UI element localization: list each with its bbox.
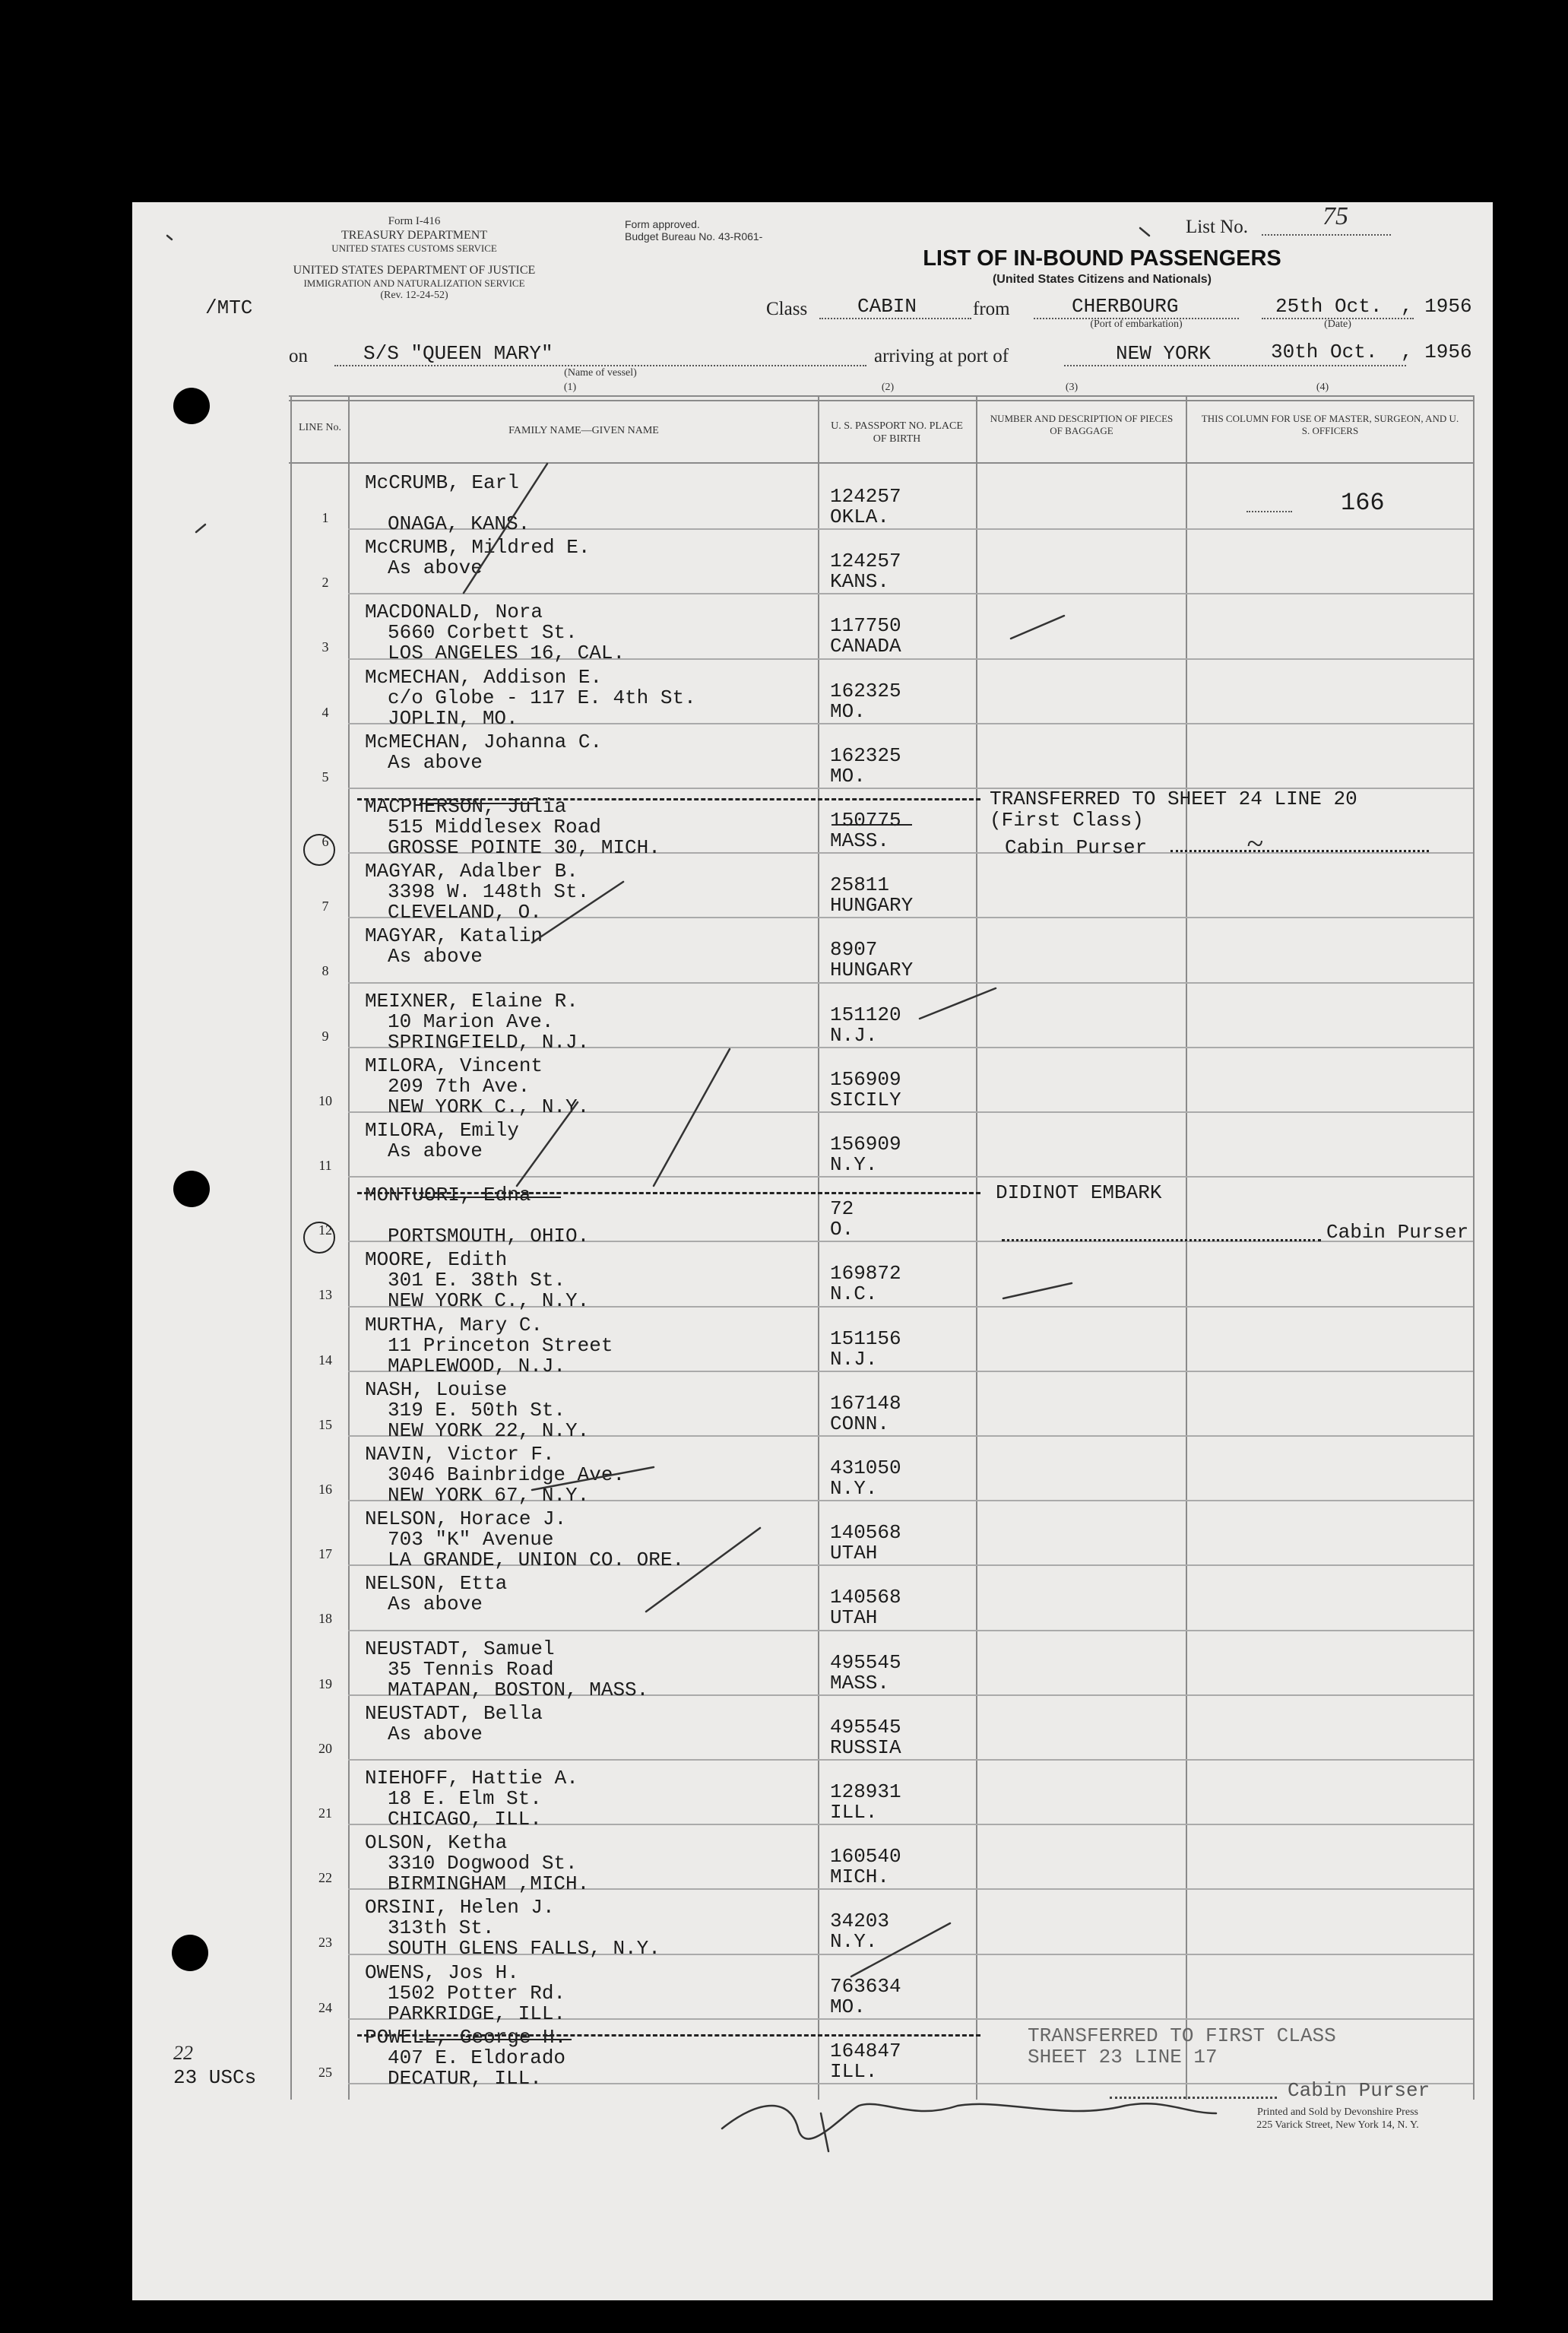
passenger-address: 515 Middlesex Road [388,816,601,838]
place-of-birth: CONN. [830,1412,890,1435]
place-of-birth: N.Y. [830,1153,878,1176]
header-baggage: NUMBER AND DESCRIPTION OF PIECES OF BAGGAGE [990,413,1174,436]
class-value: CABIN [857,295,917,318]
passport-number: 162325 [830,679,901,702]
passport-number: 495545 [830,1650,901,1674]
passenger-name: McMECHAN, Addison E. [365,665,603,689]
passport-number: 151156 [830,1327,901,1350]
passenger-name: MACPHERSON, Julia [365,795,567,818]
form-number: Form I-416 [388,215,441,227]
passport-number: 8907 [830,938,878,962]
vessel-caption: (Name of vessel) [564,367,637,379]
passenger-city: JOPLIN, MO. [388,706,518,730]
passenger-name: POWELL, George H. [365,2025,567,2049]
check-mark [532,1467,654,1490]
margin-code: /MTC [205,296,253,319]
passenger-address: 5660 Corbett St. [388,621,578,645]
header-passport: U. S. PASSPORT NO. PLACE OF BIRTH [831,420,963,445]
list-number: 75 [1323,202,1348,230]
row-12-note: Cabin Purser [1326,1221,1469,1244]
passport-number: 164847 [830,2039,901,2062]
embarkation-year: , 1956 [1401,295,1472,318]
from-label: from [973,299,1010,319]
row-line-number: 22 [318,1870,332,1886]
passenger-city: DECATUR, ILL. [388,2066,542,2090]
check-mark [1003,1283,1072,1298]
row-line-number: 10 [318,1092,332,1108]
passenger-address: As above [388,945,483,968]
margin-note: 23 USCs [173,2066,257,2089]
place-of-birth: CANADA [830,635,901,658]
check-mark [464,464,547,593]
passenger-city: LA GRANDE, UNION CO. ORE. [388,1548,685,1572]
row-line-number: 17 [318,1546,332,1562]
passport-number: 25811 [830,873,890,897]
passenger-city: ONAGA, KANS. [388,512,531,535]
passenger-address: 407 E. Eldorado [388,2046,566,2069]
row-line-number: 8 [322,963,329,979]
row-line-number: 9 [322,1028,329,1044]
passenger-name: NELSON, Etta [365,1572,508,1596]
list-number-label: List No. [1186,217,1248,237]
embarkation-date: 25th Oct. [1275,295,1383,318]
passenger-name: MAGYAR, Katalin [365,924,543,948]
officer-signature [821,2113,828,2151]
passenger-address: 301 E. 38th St. [388,1269,566,1292]
check-mark [532,882,623,943]
row-line-number: 23 [318,1935,332,1951]
place-of-birth: UTAH [830,1606,878,1630]
passenger-name: NAVIN, Victor F. [365,1443,555,1466]
passport-number: 124257 [830,485,901,508]
passenger-address: 11 Princeton Street [388,1333,613,1357]
row-line-number: 25 [318,2064,332,2080]
passport-number: 72 [830,1197,854,1221]
passport-number: 431050 [830,1457,901,1479]
column-2-number: (2) [881,382,895,393]
row-line-number: 13 [318,1287,332,1303]
passenger-address: 313th St. [388,1916,495,1940]
passenger-city: PARKRIDGE, ILL. [388,2002,566,2025]
passport-number: 169872 [830,1262,901,1285]
row-line-number: 14 [318,1352,332,1368]
row-line-number: 20 [318,1740,332,1756]
passport-number: 128931 [830,1780,901,1803]
passport-number: 117750 [830,614,901,638]
passenger-address: 3310 Dogwood St. [388,1852,578,1875]
place-of-birth: N.C. [830,1282,878,1306]
row-12-circle [304,1222,334,1253]
margin-note: 22 [173,2042,193,2064]
revision-date: (Rev. 12-24-52) [380,290,448,301]
place-of-birth: ILL. [830,1801,878,1824]
passenger-city: MATAPAN, BOSTON, MASS. [388,1678,649,1701]
passenger-name: MEIXNER, Elaine R. [365,989,578,1013]
passenger-address: As above [388,1722,483,1745]
passenger-city: NEW YORK 22, N.Y. [388,1419,590,1442]
row-line-number: 1 [322,510,329,525]
passenger-city: NEW YORK C., N.Y. [388,1289,590,1313]
passport-number: 150775 [830,809,901,832]
passenger-name: OWENS, Jos H. [365,1961,519,1984]
row-line-number: 7 [322,899,329,914]
place-of-birth: ILL. [830,2059,878,2083]
passenger-address: As above [388,750,483,774]
check-mark [851,1923,950,1976]
header-line-no: LINE No. [299,422,341,433]
passport-number: 167148 [830,1391,901,1415]
column-3-number: (3) [1065,382,1079,393]
place-of-birth: KANS. [830,570,890,594]
place-of-birth: MASS. [830,1671,890,1694]
row-line-number: 24 [318,1999,332,2015]
passenger-city: GROSSE POINTE 30, MICH. [388,836,660,859]
passenger-name: MAGYAR, Adalber B. [365,860,578,883]
row-6-note: (First Class) [990,809,1144,832]
officer-count: 166 [1341,489,1385,517]
passenger-city: NEW YORK 67, N.Y. [388,1484,590,1507]
speck [1140,228,1149,236]
column-4-number: (4) [1316,382,1329,393]
passenger-address: 1502 Potter Rd. [388,1981,566,2005]
justice-department: UNITED STATES DEPARTMENT OF JUSTICE [293,264,536,277]
passport-number: 156909 [830,1067,901,1091]
place-of-birth: MICH. [830,1865,890,1889]
column-1-number: (1) [563,382,577,393]
place-of-birth: SICILY [830,1088,901,1111]
passenger-city: CLEVELAND, O. [388,901,542,924]
passenger-city: NEW YORK C., N.Y. [388,1095,590,1118]
passenger-address: 3046 Bainbridge Ave. [388,1463,626,1486]
passenger-name: McCRUMB, Earl [365,471,519,494]
passport-number: 495545 [830,1715,901,1739]
row-line-number: 18 [318,1611,332,1627]
passenger-name: MONTUORI, Edna [365,1184,531,1207]
check-mark [646,1528,760,1612]
passport-number: 763634 [830,1974,901,1998]
passenger-city: SOUTH GLENS FALLS, N.Y. [388,1937,660,1961]
treasury-department: TREASURY DEPARTMENT [341,229,488,242]
row-6-note: TRANSFERRED TO SHEET 24 LINE 20 [990,788,1357,810]
place-of-birth: MO. [830,764,866,788]
place-of-birth: N.Y. [830,1477,878,1500]
place-of-birth: MO. [830,699,866,723]
row-line-number: 6 [322,834,329,849]
form-approved: Form approved. [625,218,700,230]
check-mark [517,1102,578,1186]
passport-number: 124257 [830,550,901,573]
row-6-circle [304,835,334,865]
place-of-birth: N.J. [830,1023,878,1047]
row-line-number: 15 [318,1416,332,1432]
row-25-note: TRANSFERRED TO FIRST CLASS [1028,2024,1336,2047]
immigration-service: IMMIGRATION AND NATURALIZATION SERVICE [303,277,525,289]
place-of-birth: N.Y. [830,1930,878,1954]
check-mark [654,1049,730,1186]
row-25-note: Cabin Purser [1288,2079,1430,2102]
arriving-label: arriving at port of [874,346,1009,366]
place-of-birth: HUNGARY [830,894,914,918]
check-mark [920,988,996,1019]
place-of-birth: RUSSIA [830,1735,901,1759]
passport-number: 162325 [830,743,901,767]
passenger-name: NEUSTADT, Samuel [365,1637,555,1660]
place-of-birth: MASS. [830,829,890,852]
row-12-note: DIDINOT EMBARK [996,1181,1162,1204]
passport-number: 156909 [830,1133,901,1155]
passenger-address: 319 E. 50th St. [388,1398,566,1422]
passenger-name: NASH, Louise [365,1377,508,1401]
passport-number: 151120 [830,1003,901,1026]
vessel-name: S/S "QUEEN MARY" [363,342,553,365]
passenger-address: 3398 W. 148th St. [388,880,590,904]
customs-service: UNITED STATES CUSTOMS SERVICE [331,242,497,254]
on-label: on [289,346,308,366]
passenger-name: MILORA, Emily [365,1119,519,1142]
arrival-date: 30th Oct. [1271,341,1378,363]
page-title: LIST OF IN-BOUND PASSENGERS [923,246,1281,271]
place-of-birth: HUNGARY [830,959,914,982]
passenger-name: NEUSTADT, Bella [365,1701,543,1725]
printer-imprint: Printed and Sold by Devonshire Press [1257,2106,1418,2118]
passenger-city: BIRMINGHAM ,MICH. [388,1872,590,1896]
printer-address: 225 Varick Street, New York 14, N. Y. [1256,2119,1419,2131]
passenger-name: MILORA, Vincent [365,1054,543,1077]
passenger-name: ORSINI, Helen J. [365,1896,555,1919]
date-caption: (Date) [1324,319,1351,330]
check-mark [1011,616,1064,639]
arrival-year: , 1956 [1401,341,1472,363]
row-line-number: 4 [322,704,329,720]
place-of-birth: O. [830,1218,854,1241]
passenger-name: MURTHA, Mary C. [365,1313,543,1336]
passenger-name: NELSON, Horace J. [365,1507,567,1531]
class-label: Class [766,299,808,319]
passenger-address: As above [388,1593,483,1616]
passenger-address: 35 Tennis Road [388,1657,554,1681]
row-line-number: 3 [322,639,329,655]
page-subtitle: (United States Citizens and Nationals) [992,273,1212,286]
passport-number: 160540 [830,1845,901,1869]
speck [167,236,172,239]
passenger-name: NIEHOFF, Hattie A. [365,1767,578,1789]
row-line-number: 5 [322,769,329,785]
passport-number: 140568 [830,1586,901,1609]
passenger-city: MAPLEWOOD, N.J. [388,1354,566,1377]
passenger-name: MACDONALD, Nora [365,601,543,624]
tick-mark [196,525,205,532]
row-25-note: SHEET 23 LINE 17 [1028,2046,1218,2068]
passenger-city: CHICAGO, ILL. [388,1808,542,1831]
passenger-address: 10 Marion Ave. [388,1010,554,1033]
passenger-name: MOORE, Edith [365,1248,508,1272]
row-line-number: 16 [318,1482,332,1497]
row-line-number: 21 [318,1805,332,1821]
passport-number: 140568 [830,1521,901,1545]
passenger-address: As above [388,556,483,580]
passenger-address: As above [388,1140,483,1162]
header-name: FAMILY NAME—GIVEN NAME [508,425,659,436]
passport-number: 34203 [830,1910,890,1933]
passenger-address: 703 "K" Avenue [388,1528,554,1552]
passenger-name: McCRUMB, Mildred E. [365,536,591,559]
passenger-address: 18 E. Elm St. [388,1787,542,1810]
row-line-number: 2 [322,575,329,591]
passenger-name: OLSON, Ketha [365,1831,508,1855]
row-6-note: Cabin Purser [1005,836,1148,859]
passenger-name: McMECHAN, Johanna C. [365,730,603,753]
passenger-address: 209 7th Ave. [388,1074,531,1098]
purser-signature: ~ [1246,826,1263,861]
passenger-city: LOS ANGELES 16, CAL. [388,642,626,665]
place-of-birth: N.J. [830,1347,878,1371]
passenger-city: PORTSMOUTH, OHIO. [388,1225,590,1248]
place-of-birth: MO. [830,1995,866,2018]
row-line-number: 11 [318,1158,332,1173]
passenger-city: SPRINGFIELD, N.J. [388,1030,590,1054]
row-line-number: 19 [318,1675,332,1691]
officer-signature [722,2103,1216,2138]
place-of-birth: UTAH [830,1542,878,1565]
embarkation-port: CHERBOURG [1072,295,1179,318]
passenger-address: c/o Globe - 117 E. 4th St. [388,686,696,709]
embarkation-caption: (Port of embarkation) [1090,319,1183,330]
row-line-number: 12 [318,1222,332,1238]
arrival-port: NEW YORK [1116,342,1211,365]
header-officers: THIS COLUMN FOR USE OF MASTER, SURGEON, AND U. S. OFFICERS [1201,413,1459,436]
place-of-birth: OKLA. [830,506,890,528]
budget-bureau-number: Budget Bureau No. 43-R061- [625,230,763,242]
